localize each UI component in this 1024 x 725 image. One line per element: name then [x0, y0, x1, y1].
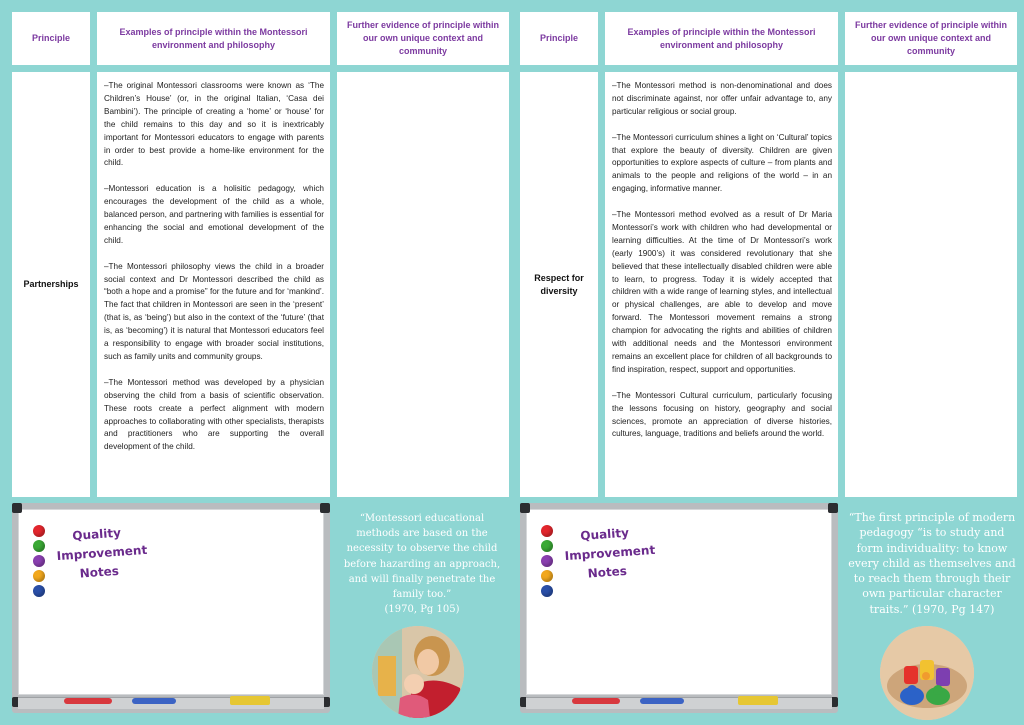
- title-line: Improvement: [56, 542, 148, 564]
- right-header-examples: Examples of principle within the Montessori environment and philosophy: [605, 12, 838, 65]
- pegs-illustration: [880, 626, 974, 720]
- left-whiteboard[interactable]: [12, 503, 330, 713]
- right-paragraph: –The Montessori curriculum shines a light on ‘Cultural’ topics that explore the beauty of diversity. Children are given opportunities to explore aspects of culture – from plants and animals to the people and religions of the world – in an engaging, informative manner.: [612, 132, 832, 194]
- magnet-orange-icon: [33, 570, 45, 582]
- eraser-icon: [230, 696, 270, 705]
- magnet-purple-icon: [33, 555, 45, 567]
- eraser-icon: [738, 696, 778, 705]
- blue-marker-icon: [132, 698, 176, 704]
- left-quote-citation: (1970, Pg 105): [384, 604, 460, 616]
- red-marker-icon: [572, 698, 620, 704]
- left-header-examples: Examples of principle within the Montessori environment and philosophy: [97, 12, 330, 65]
- frame-corner: [828, 503, 838, 513]
- red-marker-icon: [64, 698, 112, 704]
- right-header-evidence: Further evidence of principle within our own unique context and community: [845, 12, 1017, 65]
- right-header-principle: Principle: [520, 12, 598, 65]
- teacher-with-child-photo: [372, 626, 464, 718]
- right-paragraph: –The Montessori method evolved as a result of Dr Maria Montessori’s work with children who had developmental or learning difficulties. At the time of Dr Montessori’s work (early 1900’s) it was considered revolutionary that she believed that these intellectually disabled children were able to learn, to progress. Today it is widely accepted that children with a wide range of learning styles, and intellectual or physical challenges, are able to develop and move forward. The Montessori movement remains a strong champion for advocating the rights and abilities of children with additional needs and the Montessori environment remains an excellent place for children of all backgrounds to find inspiration, respect, support and opportunities.: [612, 210, 832, 374]
- frame-corner: [320, 503, 330, 513]
- colored-pegs-photo: [880, 626, 974, 720]
- magnet-orange-icon: [541, 570, 553, 582]
- magnet-blue-icon: [33, 585, 45, 597]
- left-evidence-empty[interactable]: [337, 72, 509, 497]
- quality-improvement-notes-title: [558, 522, 662, 586]
- title-line: Improvement: [564, 542, 656, 564]
- left-header-principle: Principle: [12, 12, 90, 65]
- right-whiteboard[interactable]: [520, 503, 838, 713]
- left-header-evidence: Further evidence of principle within our own unique context and community: [337, 12, 509, 65]
- left-quote-text: “Montessori educational methods are based on the necessity to observe the child before hazarding an approach, and will finally penetrate the family too.”: [343, 513, 501, 601]
- blue-marker-icon: [640, 698, 684, 704]
- right-paragraph: –The Montessori method is non-denominational and does not discriminate against, nor offer unfair advantage to, any particular religious or social group.: [612, 81, 832, 116]
- left-principle-partnerships: Partnerships: [12, 72, 90, 497]
- left-paragraph: –The original Montessori classrooms were known as ‘The Children’s House’ (or, in the original Italian, ‘Casa dei Bambini’). The principle of creating a ‘home’ or ‘house’ for the child remains to this day and so it is inextricably important for Montessori educators to engage with parents in order to best provide a home-like environment for the child.: [104, 81, 324, 168]
- left-quote: [342, 511, 502, 617]
- title-line: Notes: [587, 563, 628, 581]
- magnet-blue-icon: [541, 585, 553, 597]
- left-examples-body: [97, 72, 330, 497]
- magnet-purple-icon: [541, 555, 553, 567]
- left-paragraph: –Montessori education is a holisitic pedagogy, which encourages the development of the child as a whole, balanced person, and partnering with families is essential for enhancing the social and emotional development of the child.: [104, 184, 324, 245]
- right-quote: [848, 510, 1016, 617]
- left-paragraph: –The Montessori philosophy views the child in a broader social context and Dr Montessori described the child as “both a hope and a promise” for the future and for ‘mankind’. The fact that children in Montessori are seen in the ‘present’ (that is, as ‘being’) but also in the context of the ‘future’ (that is, as ‘becoming’) it is natural that Montessori educators feel a responsibility to engage with broader social institutions, such as family units and community groups.: [104, 261, 324, 361]
- left-paragraph: –The Montessori method was developed by a physician observing the child from a basis of scientific observation. These roots create a perfect alignment with modern approaches to collaborating with other specialists, therapists and practitioners who are supporting the overall development of the child.: [104, 377, 324, 452]
- quality-improvement-notes-title: [50, 522, 154, 586]
- title-line: Quality: [71, 525, 122, 544]
- right-principle-diversity: Respect for diversity: [520, 72, 598, 497]
- right-evidence-empty[interactable]: [845, 72, 1017, 497]
- right-examples-body: [605, 72, 838, 497]
- frame-corner: [12, 503, 22, 513]
- title-line: Quality: [579, 525, 630, 544]
- title-line: Notes: [79, 563, 120, 581]
- right-paragraph: –The Montessori Cultural curriculum, particularly focusing the lessons focusing on history, geography and social sciences, promote an appreciation of diverse histories, cultures, language, traditions and beliefs around the world.: [612, 390, 832, 439]
- right-quote-text: “The first principle of modern pedagogy “is to study and form individuality: to know every child as themselves and to reach them through their own particular character traits.” (1970, Pg 147): [848, 511, 1016, 616]
- teacher-child-illustration: [372, 626, 464, 718]
- frame-corner: [520, 503, 530, 513]
